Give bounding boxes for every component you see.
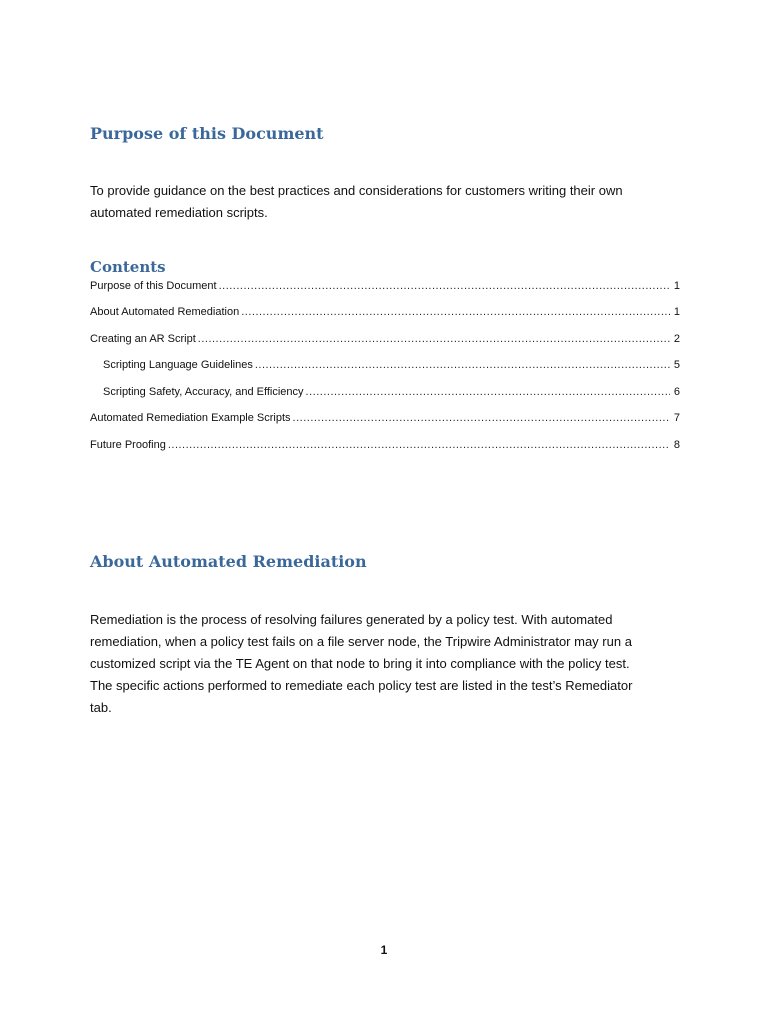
toc-dot-leader: [168, 439, 670, 451]
toc-entry-page: 1: [673, 306, 680, 318]
toc-entry-title: Automated Remediation Example Scripts: [90, 412, 291, 424]
toc-dot-leader: [198, 333, 670, 345]
toc-entry-page: 1: [673, 280, 680, 292]
toc-entry-title: Future Proofing: [90, 439, 166, 451]
toc-dot-leader: [293, 412, 670, 424]
about-line: customized script via the TE Agent on that node to bring it into compliance with the policy test.: [90, 656, 630, 671]
purpose-line: automated remediation scripts.: [90, 205, 268, 220]
toc-entry-title: Scripting Safety, Accuracy, and Efficiency: [103, 386, 304, 398]
toc-dot-leader: [219, 280, 670, 292]
about-line: remediation, when a policy test fails on a file server node, the Tripwire Administrator may run a: [90, 634, 632, 649]
purpose-heading: Purpose of this Document: [90, 124, 324, 143]
toc-entry-creating[interactable]: [90, 333, 680, 351]
toc-entry-page: 2: [673, 333, 680, 345]
purpose-line: To provide guidance on the best practices and considerations for customers writing their own: [90, 183, 623, 198]
toc-entry-title: Scripting Language Guidelines: [103, 359, 253, 371]
about-line: tab.: [90, 700, 112, 715]
toc-entry-safety[interactable]: [103, 386, 680, 404]
toc-entry-title: Creating an AR Script: [90, 333, 196, 345]
about-line: The specific actions performed to remediate each policy test are listed in the test’s Remediator: [90, 678, 633, 693]
purpose-paragraph: [90, 180, 690, 224]
toc-entry-examples[interactable]: [90, 412, 680, 430]
about-paragraph: [90, 609, 690, 719]
page-number: 1: [380, 943, 388, 957]
toc-dot-leader: [241, 306, 670, 318]
toc-entry-future[interactable]: [90, 439, 680, 457]
toc-entry-page: 7: [673, 412, 680, 424]
about-line: Remediation is the process of resolving failures generated by a policy test. With automated: [90, 612, 613, 627]
toc-entry-page: 5: [673, 359, 680, 371]
toc-dot-leader: [255, 359, 670, 371]
toc-dot-leader: [306, 386, 670, 398]
toc-entry-title: Purpose of this Document: [90, 280, 217, 292]
toc-entry-language[interactable]: [103, 359, 680, 377]
toc-entry-purpose[interactable]: [90, 280, 680, 298]
toc-entry-about[interactable]: [90, 306, 680, 324]
toc-entry-page: 8: [673, 439, 680, 451]
toc-entry-page: 6: [673, 386, 680, 398]
contents-heading: Contents: [90, 258, 166, 276]
about-heading: About Automated Remediation: [90, 552, 367, 571]
toc-entry-title: About Automated Remediation: [90, 306, 240, 318]
